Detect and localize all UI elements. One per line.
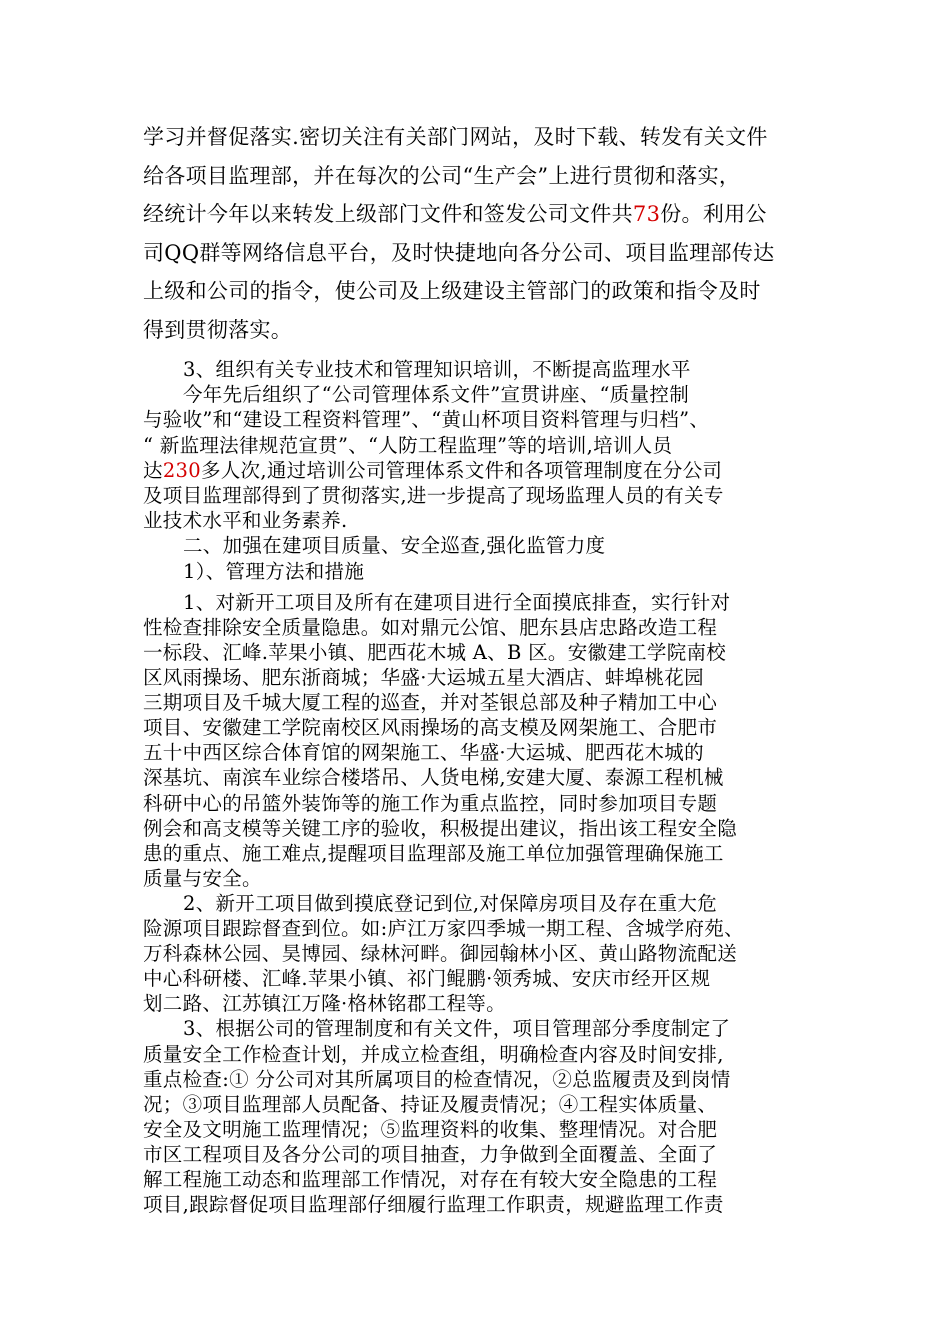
text-fragment: 多人次,通过培训公司管理体系文件和各项管理制度在分公司 [200,458,723,482]
text-line [143,458,813,483]
text-line: 三期项目及千城大厦工程的巡查，并对荃银总部及种子精加工中心 [143,691,718,715]
text-line: 上级和公司的指令，使公司及上级建设主管部门的政策和指令及时 [143,279,761,303]
text-line: 今年先后组织了“公司管理体系文件”宣贯讲座、“质量控制 [183,383,690,407]
text-line: 3、根据公司的管理制度和有关文件，项目管理部分季度制定了 [183,1017,731,1041]
text-line: 况；③项目监理部人员配备、持证及履责情况；④工程实体质量、 [143,1092,718,1116]
text-line: 学习并督促落实.密切关注有关部门网站，及时下载、转发有关文件 [143,125,768,149]
text-line: 险源项目跟踪督查到位。如:庐江万家四季城一期工程、含城学府苑、 [143,917,744,941]
training-section [143,357,813,584]
text-line: 业技术水平和业务素养. [143,509,348,533]
text-line: 得到贯彻落实。 [143,317,293,342]
text-line: 及项目监理部得到了贯彻落实,进一步提高了现场监理人员的有关专 [143,484,724,508]
document-page [143,118,813,1217]
highlighted-number: 73 [632,202,661,226]
text-line: 例会和高支模等关键工序的验收，积极提出建议，指出该工程安全隐 [143,816,738,840]
text-line: “ 新监理法律规范宣贯”、“人防工程监理”等的培训,培训人员 [143,433,673,457]
text-line: 与验收”和“建设工程资料管理”、“黄山杯项目资料管理与归档”、 [143,408,710,432]
text-line: 市区工程项目及各分公司的项目抽查，力争做到全面覆盖、全面了 [143,1142,718,1166]
text-line: 一标段、汇峰.苹果小镇、肥西花木城 A、B 区。安徽建工学院南校 [143,641,727,665]
text-line: 重点检查:① 分公司对其所属项目的检查情况，②总监履责及到岗情 [143,1067,731,1091]
text-line: 项目,跟踪督促项目监理部仔细履行监理工作职责，规避监理工作责 [143,1193,724,1217]
text-line: 划二路、江苏镇江万隆·格林铭郡工程等。 [143,992,506,1016]
text-line: 质量安全工作检查计划，并成立检查组，明确检查内容及时间安排, [143,1042,724,1066]
text-line: 质量与安全。 [143,866,262,890]
highlighted-number: 230 [162,458,201,482]
text-line: 2、新开工项目做到摸底登记到位,对保障房项目及存在重大危 [183,891,718,915]
text-line [143,195,813,234]
text-line: 1、对新开工项目及所有在建项目进行全面摸底排查，实行针对 [183,590,731,614]
paragraph-1 [143,590,813,891]
text-line: 项目、安徽建工学院南校区风雨操场的高支模及网架施工、合肥市 [143,716,718,740]
text-fragment: 经统计今年以来转发上级部门文件和签发公司文件共 [143,202,633,226]
text-line: 司QQ群等网络信息平台，及时快捷地向各分公司、项目监理部传达 [143,240,775,265]
measures-section [143,590,813,1217]
intro-section [143,118,813,349]
text-line: 深基坑、南滨车业综合楼塔吊、人货电梯,安建大厦、泰源工程机械 [143,766,724,790]
text-fragment: 达 [143,458,163,482]
text-line: 科研中心的吊篮外装饰等的施工作为重点监控，同时参加项目专题 [143,791,718,815]
section-heading: 二、加强在建项目质量、安全巡查,强化监管力度 [183,534,606,558]
text-fragment: 份。利用公 [660,202,767,226]
paragraph-2 [143,891,813,1016]
paragraph-3 [143,1016,813,1217]
text-line: 患的重点、施工难点,提醒项目监理部及施工单位加强管理确保施工 [143,841,724,865]
subsection-heading: 1）、管理方法和措施 [183,559,365,583]
text-line: 五十中西区综合体育馆的网架施工、华盛·大运城、肥西花木城的 [143,741,704,765]
text-line: 万科森林公园、昊博园、绿林河畔。御园翰林小区、黄山路物流配送 [143,942,738,966]
text-line: 解工程施工动态和监理部工作情况，对存在有较大安全隐患的工程 [143,1167,718,1191]
text-line: 中心科研楼、汇峰.苹果小镇、祁门鲲鹏·领秀城、安庆市经开区规 [143,967,711,991]
text-line: 性检查排除安全质量隐患。如对鼎元公馆、肥东县店忠路改造工程 [143,615,718,639]
text-line: 安全及文明施工监理情况；⑤监理资料的收集、整理情况。对合肥 [143,1117,718,1141]
text-line: 给各项目监理部，并在每次的公司“生产会”上进行贯彻和落实， [143,163,741,188]
text-line: 区风雨操场、肥东浙商城；华盛·大运城五星大酒店、蚌埠桃花园 [143,666,704,690]
section-heading: 3、组织有关专业技术和管理知识培训，不断提高监理水平 [183,358,691,381]
